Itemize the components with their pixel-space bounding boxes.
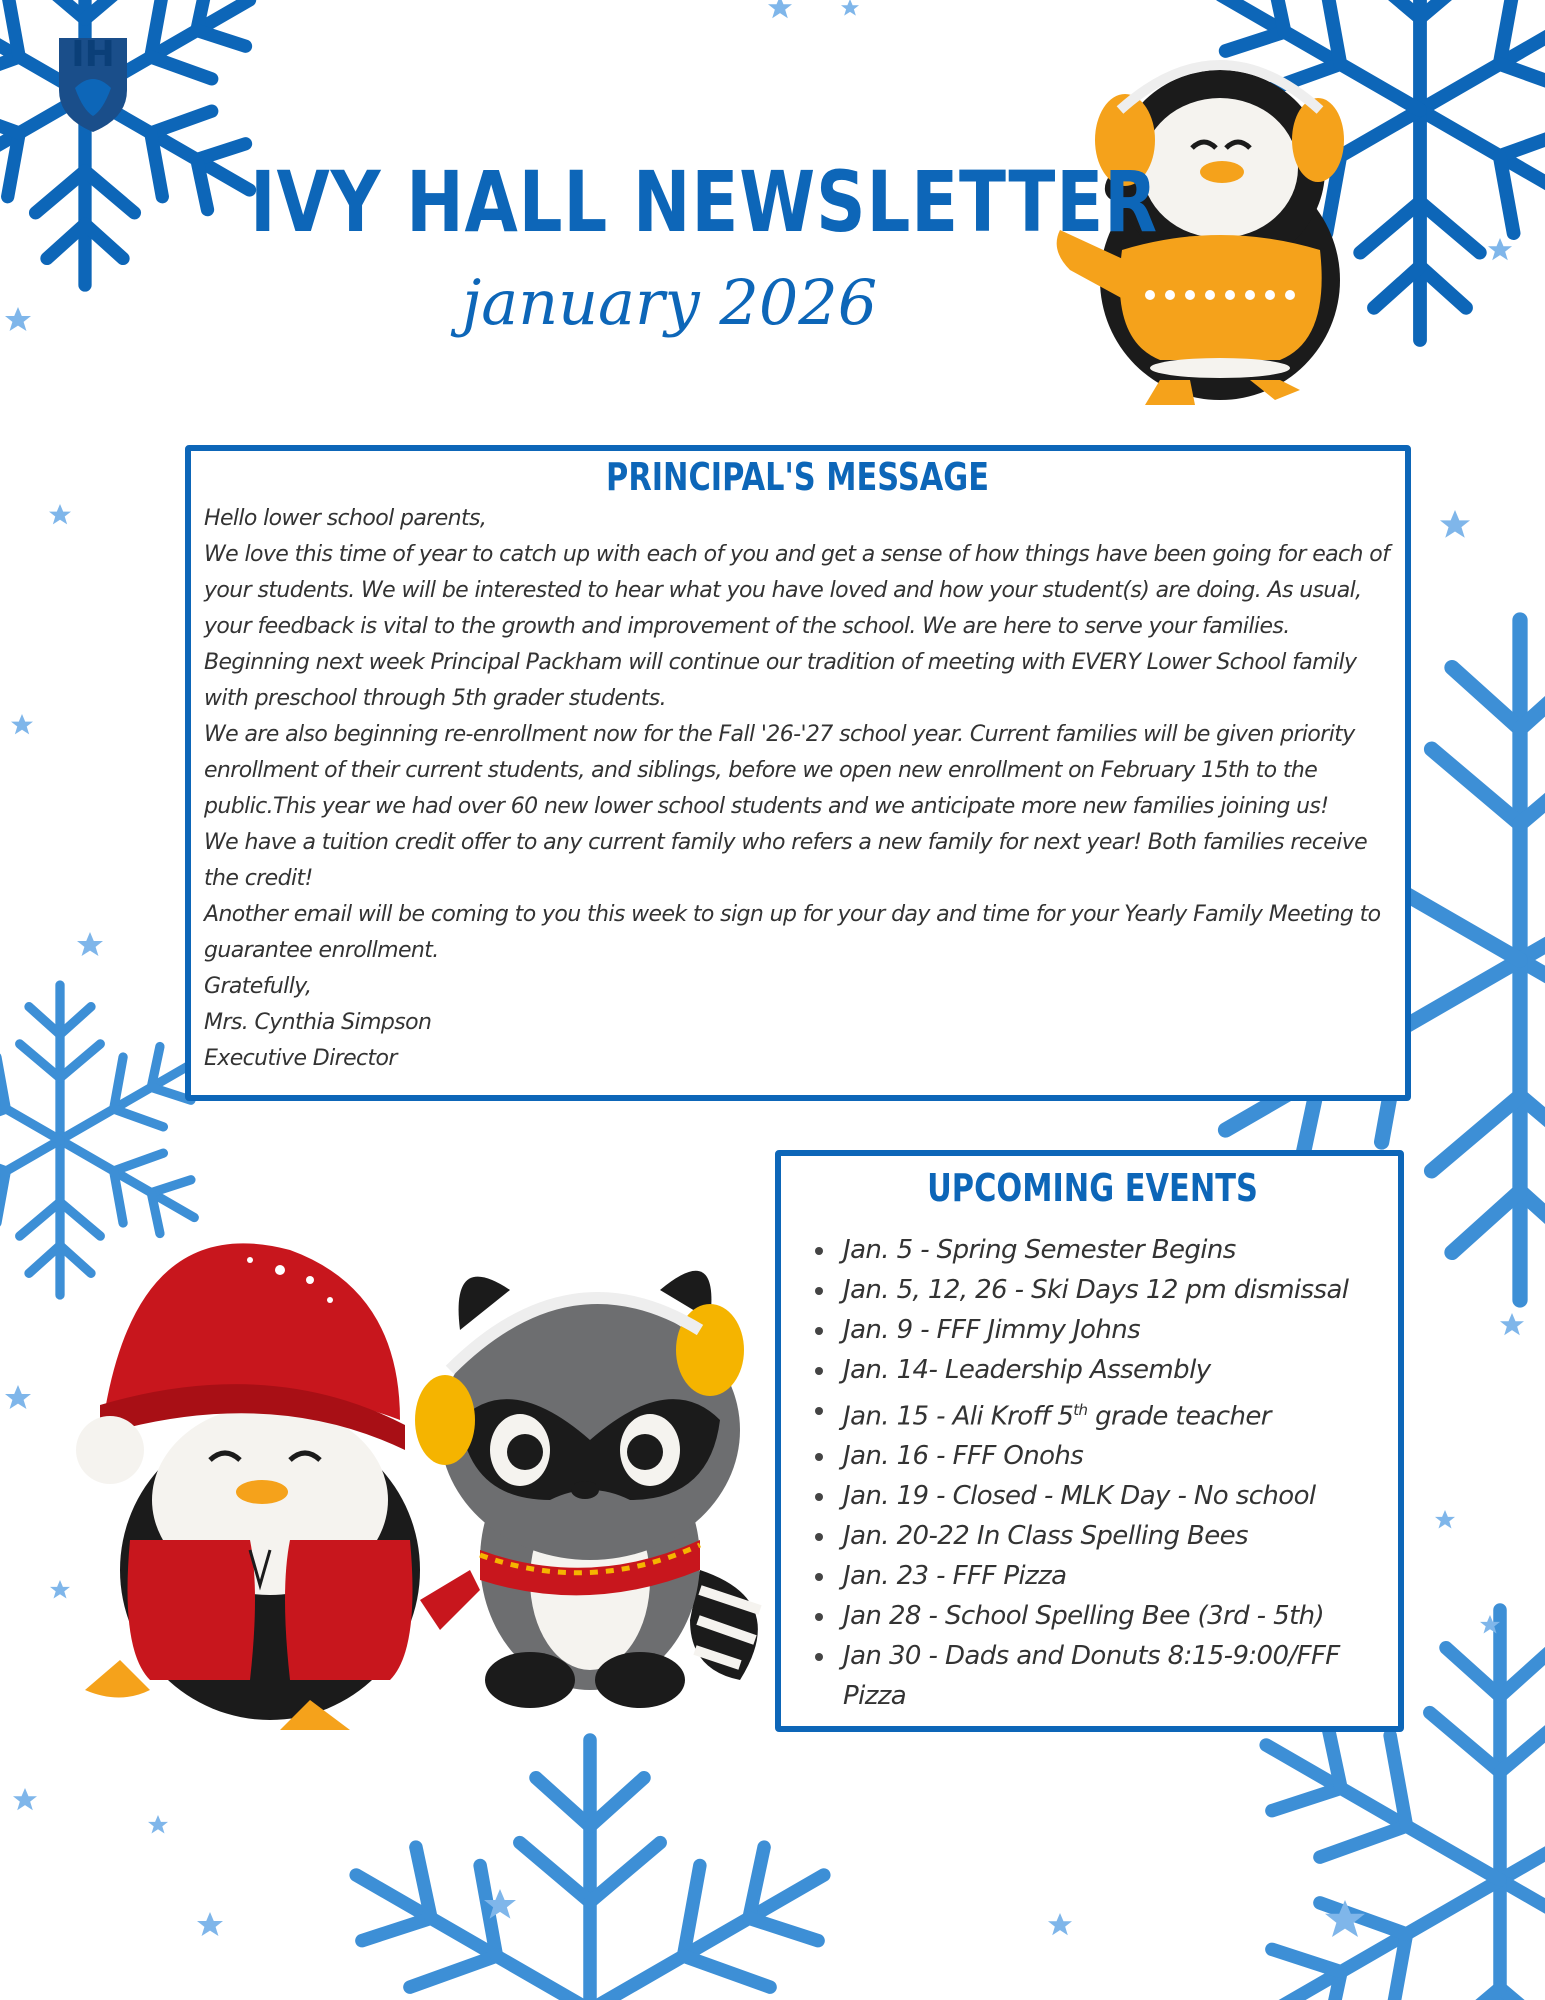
snowflake-left-middle <box>0 985 214 1295</box>
event-item: Jan. 14- Leadership Assembly <box>801 1350 1384 1390</box>
event-item: Jan 30 - Dads and Donuts 8:15-9:00/FFF Pizza <box>801 1636 1384 1716</box>
message-paragraph: We love this time of year to catch up with each of you and get a sense of how things have been going for each of your students. We will be interested to hear what you have loved and how your student(s) are doing. As usual, your feedback is vital to the growth and improvement of the school. We are here to serve your families. <box>204 541 1390 639</box>
snowflake-top-left <box>0 0 274 285</box>
events-list <box>801 1230 1384 1717</box>
ordinal-suffix: th <box>1073 1400 1088 1419</box>
event-item-text: Jan. 15 - Ali Kroff 5 <box>843 1401 1074 1432</box>
upcoming-events-box <box>775 1150 1404 1732</box>
event-item <box>801 1390 1384 1437</box>
event-item-text: grade teacher <box>1087 1401 1271 1432</box>
event-item: Jan. 5 - Spring Semester Begins <box>801 1230 1384 1270</box>
penguin-santa-hat-illustration <box>76 1243 420 1730</box>
signature-name: Mrs. Cynthia Simpson <box>204 1009 432 1035</box>
logo-letters: IH <box>71 34 115 75</box>
principal-message-box <box>185 445 1411 1101</box>
event-item: Jan. 16 - FFF Onohs <box>801 1436 1384 1476</box>
principal-message-body <box>204 501 1391 1077</box>
event-item: Jan. 9 - FFF Jimmy Johns <box>801 1310 1384 1350</box>
newsletter-title: IVY HALL NEWSLETTER <box>250 153 1158 251</box>
message-paragraph: Another email will be coming to you this week to sign up for your day and time for your Yearly Family Meeting to guarantee enrollment. <box>204 901 1381 963</box>
greeting: Hello lower school parents, <box>204 505 487 531</box>
snowflake-bottom-center <box>321 1740 859 2000</box>
message-paragraph: We are also beginning re-enrollment now for the Fall '26-'27 school year. Current families will be given priority enrollment of their current students, and siblings, before we open new enrollment on February 15th to the public.This year we had over 60 new lower school students and we anticipate more new families joining us! <box>204 721 1355 819</box>
principal-message-heading: PRINCIPAL'S MESSAGE <box>606 455 989 499</box>
event-item: Jan. 5, 12, 26 - Ski Days 12 pm dismissal <box>801 1270 1384 1310</box>
newsletter-date: january 2026 <box>462 266 878 339</box>
message-paragraph: Beginning next week Principal Packham will continue our tradition of meeting with EVERY Lower School family with preschool through 5th grader students. <box>204 649 1357 711</box>
event-item: Jan. 23 - FFF Pizza <box>801 1556 1384 1596</box>
message-paragraph: We have a tuition credit offer to any current family who refers a new family for next year! Both families receive the credit! <box>204 829 1368 891</box>
event-item: Jan. 19 - Closed - MLK Day - No school <box>801 1476 1384 1516</box>
closing: Gratefully, <box>204 973 312 999</box>
event-item: Jan 28 - School Spelling Bee (3rd - 5th) <box>801 1596 1384 1636</box>
signature-title: Executive Director <box>204 1045 397 1071</box>
event-item: Jan. 20-22 In Class Spelling Bees <box>801 1516 1384 1556</box>
raccoon-illustration <box>415 1271 760 1708</box>
upcoming-events-heading: UPCOMING EVENTS <box>927 1166 1258 1210</box>
